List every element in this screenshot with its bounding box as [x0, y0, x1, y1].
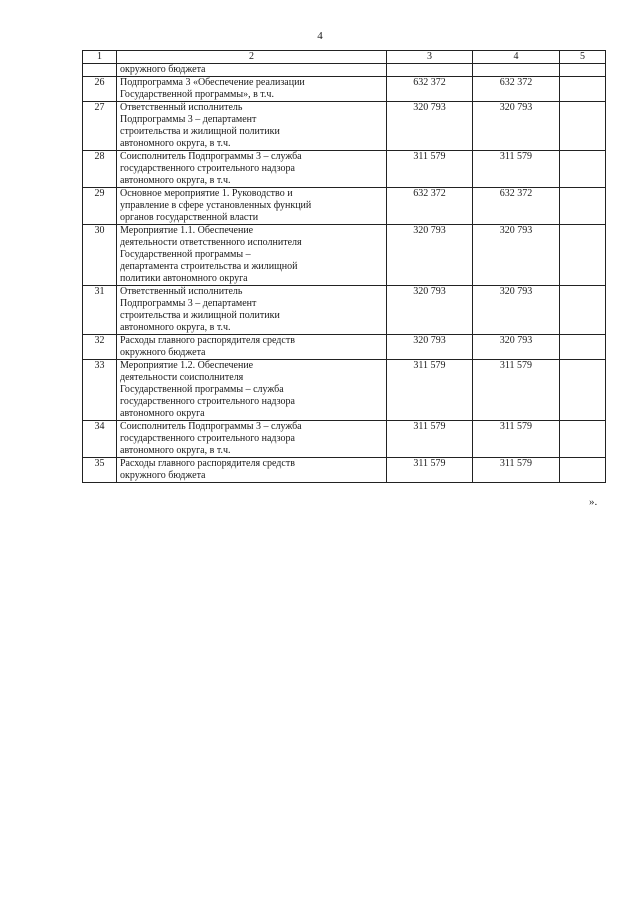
row-col4-value: 320 793	[473, 335, 560, 360]
row-number: 33	[83, 360, 117, 421]
row-col3-value: 311 579	[387, 458, 473, 483]
row-col5-value	[560, 421, 606, 458]
row-number: 32	[83, 335, 117, 360]
row-number: 31	[83, 286, 117, 335]
row-number: 30	[83, 225, 117, 286]
row-col3-value: 320 793	[387, 286, 473, 335]
row-col5-value	[560, 102, 606, 151]
row-col4-value: 632 372	[473, 77, 560, 102]
row-col4-value: 320 793	[473, 286, 560, 335]
page-number: 4	[317, 30, 323, 42]
row-col3-value: 320 793	[387, 225, 473, 286]
row-number: 28	[83, 151, 117, 188]
row-col5-value	[560, 64, 606, 77]
row-col3-value: 632 372	[387, 188, 473, 225]
row-col5-value	[560, 151, 606, 188]
table-row	[83, 188, 606, 225]
row-col3-value: 320 793	[387, 102, 473, 151]
row-name: Ответственный исполнитель Подпрограммы 3 – департамент строительства и жилищной политики автономного округа, в т.ч.	[117, 102, 387, 151]
row-number: 34	[83, 421, 117, 458]
table-header	[83, 51, 606, 64]
row-number: 27	[83, 102, 117, 151]
row-col3-value: 320 793	[387, 335, 473, 360]
row-col5-value	[560, 458, 606, 483]
row-col5-value	[560, 188, 606, 225]
row-col3-value: 311 579	[387, 421, 473, 458]
row-number: 26	[83, 77, 117, 102]
row-number	[83, 64, 117, 77]
row-number: 29	[83, 188, 117, 225]
row-name: Мероприятие 1.2. Обеспечение деятельности соисполнителя Государственной программы – служба государственного строительного надзора автономного округа	[117, 360, 387, 421]
header-col-1: 1	[83, 51, 117, 64]
row-col4-value: 311 579	[473, 458, 560, 483]
row-col3-value: 311 579	[387, 360, 473, 421]
row-col4-value: 311 579	[473, 421, 560, 458]
table-row	[83, 360, 606, 421]
row-col3-value: 632 372	[387, 77, 473, 102]
row-col3-value	[387, 64, 473, 77]
row-name: Подпрограмма 3 «Обеспечение реализации Государственной программы», в т.ч.	[117, 77, 387, 102]
row-col4-value: 632 372	[473, 188, 560, 225]
table-body	[83, 64, 606, 483]
row-col5-value	[560, 77, 606, 102]
row-col4-value: 311 579	[473, 151, 560, 188]
row-col3-value: 311 579	[387, 151, 473, 188]
row-number: 35	[83, 458, 117, 483]
row-col4-value: 320 793	[473, 102, 560, 151]
row-name: Мероприятие 1.1. Обеспечение деятельности ответственного исполнителя Государственной программы – департамента строительства и жилищной политики автономного округа	[117, 225, 387, 286]
table-row	[83, 286, 606, 335]
row-name: Расходы главного распорядителя средств окружного бюджета	[117, 458, 387, 483]
row-col5-value	[560, 335, 606, 360]
table-row	[83, 421, 606, 458]
row-col4-value	[473, 64, 560, 77]
row-col5-value	[560, 360, 606, 421]
table-row	[83, 335, 606, 360]
table-row	[83, 64, 606, 77]
header-col-2: 2	[117, 51, 387, 64]
row-name: Ответственный исполнитель Подпрограммы 3 – департамент строительства и жилищной политики автономного округа, в т.ч.	[117, 286, 387, 335]
table-row	[83, 102, 606, 151]
row-name: окружного бюджета	[117, 64, 387, 77]
header-col-5: 5	[560, 51, 606, 64]
row-name: Соисполнитель Подпрограммы 3 – служба государственного строительного надзора автономного округа, в т.ч.	[117, 421, 387, 458]
row-col5-value	[560, 286, 606, 335]
row-name: Основное мероприятие 1. Руководство и управление в сфере установленных функций органов государственной власти	[117, 188, 387, 225]
table-row	[83, 225, 606, 286]
row-name: Соисполнитель Подпрограммы 3 – служба государственного строительного надзора автономного округа, в т.ч.	[117, 151, 387, 188]
budget-table	[82, 50, 606, 483]
row-name: Расходы главного распорядителя средств окружного бюджета	[117, 335, 387, 360]
row-col4-value: 311 579	[473, 360, 560, 421]
row-col4-value: 320 793	[473, 225, 560, 286]
header-row	[83, 51, 606, 64]
closing-mark: ».	[589, 496, 598, 508]
table-row	[83, 77, 606, 102]
table-row	[83, 458, 606, 483]
table-row	[83, 151, 606, 188]
header-col-3: 3	[387, 51, 473, 64]
header-col-4: 4	[473, 51, 560, 64]
row-col5-value	[560, 225, 606, 286]
